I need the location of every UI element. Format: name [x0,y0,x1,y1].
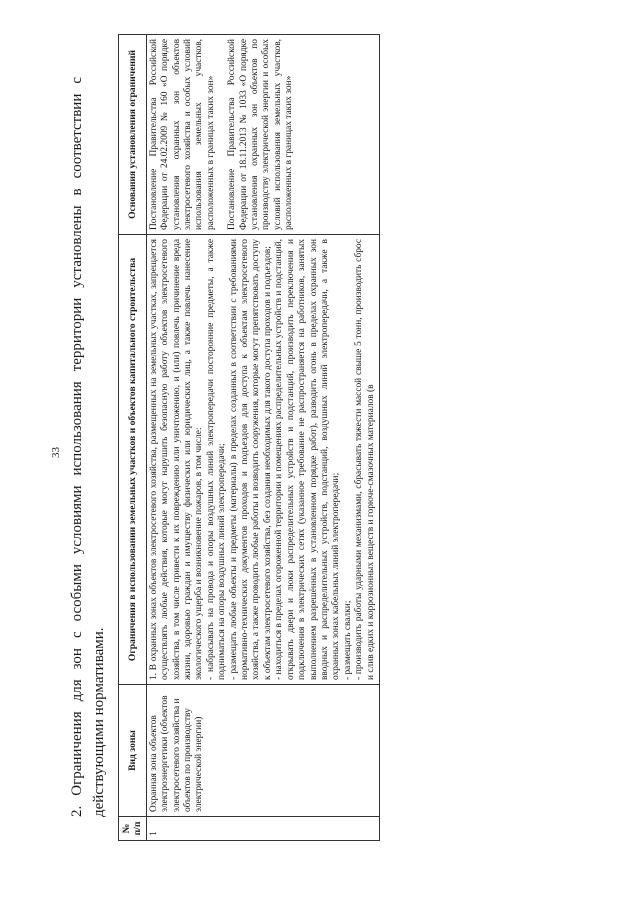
cell-basis [146,35,379,235]
section-heading [66,77,110,817]
restriction-paragraph: - размещать любые объекты и предметы (материалы) в пределах созданных в соответствии с требованиями нормативно-технических документов проходов и подъездов для доступа к объектам электросетевого хозяйства, а также проводить любые работы и возводить сооружения, которые могут препятствовать доступу к объектам электросетевого хозяйства, без создания необходимых для такого доступа проходов и подъездов; [228,239,273,680]
restriction-paragraph: - производить работы ударными механизмами, сбрасывать тяжести массой свыше 5 тонн, производить сброс и слив едких и коррозионных веществ и горюче-смазочных материалов (в [354,239,376,680]
cell-restrictions [146,235,379,685]
cell-num: 1 [146,817,379,841]
header-zone: Вид зоны [119,685,147,817]
cell-zone: Охранная зона объектов электроэнергетики (объектов электросетевого хозяйства и объектов по производству электрической энергии) [146,685,379,817]
header-basis: Основания установления ограничений [119,35,147,235]
restriction-paragraph: - набрасывать на провода и опоры воздушных линий электропередачи посторонние предметы, а также подниматься на опоры воздушных линий электропередачи; [205,239,228,680]
heading-line-2: действующими нормативами. [91,627,107,817]
table-row [146,35,379,841]
basis-paragraph: Постановление Правительства Российской Федерации от 18.11.2013 № 1033 «О порядке установления охранных зон объектов по производству электрической энергии и особых условий использования земельных участков, расположенных в границах таких зон» [227,39,295,230]
heading-line-1: 2. Ограничения для зон с особыми условиями использования территории установлены в соответствии с [69,77,85,817]
header-restrictions: Ограничения в использовании земельных участков и объектов капитального строительства [119,235,147,685]
page-number: 33 [50,447,62,458]
header-num: № п/п [119,817,147,841]
basis-paragraph: Постановление Правительства Российской Федерации от 24.02.2009 № 160 «О порядке установления охранных зон объектов электросетевого хозяйства и особых условий использования земельных участков, расположенных в границах таких зон» [148,39,216,230]
restriction-paragraph: - размещать свалки; [342,600,353,680]
restriction-paragraph: 1. В охранных зонах объектов электросетевого хозяйства, размещенных на земельных участках, запрещается осуществлять любые действия, которые могут нарушить безопасную работу объектов электросетевого хозяйства, в том числе привести к их повреждению или уничтожению, и (или) повлечь причинение вреда жизни, здоровью граждан и имуществу физических или юридических лиц, а также повлечь нанесение экологического ущерба и возникновение пожаров, в том числе: [148,239,205,680]
restriction-paragraph: - находиться в пределах огороженной территории и помещениях распределительных устройств и подстанций, открывать двери и люки распределительных устройств и подстанций, производить переключения и подключения в электрических сетях (указанное требование не распространяется на работников, занятых выполнением разрешённых в установленном порядке работ), разводить огонь в пределах охранных зон вводных и распределительных устройств, подстанций, воздушных линий электропередачи, а также в охранных зонах кабельных линий электропередачи; [274,239,342,680]
table-header-row [119,35,147,841]
restrictions-table [118,34,380,841]
